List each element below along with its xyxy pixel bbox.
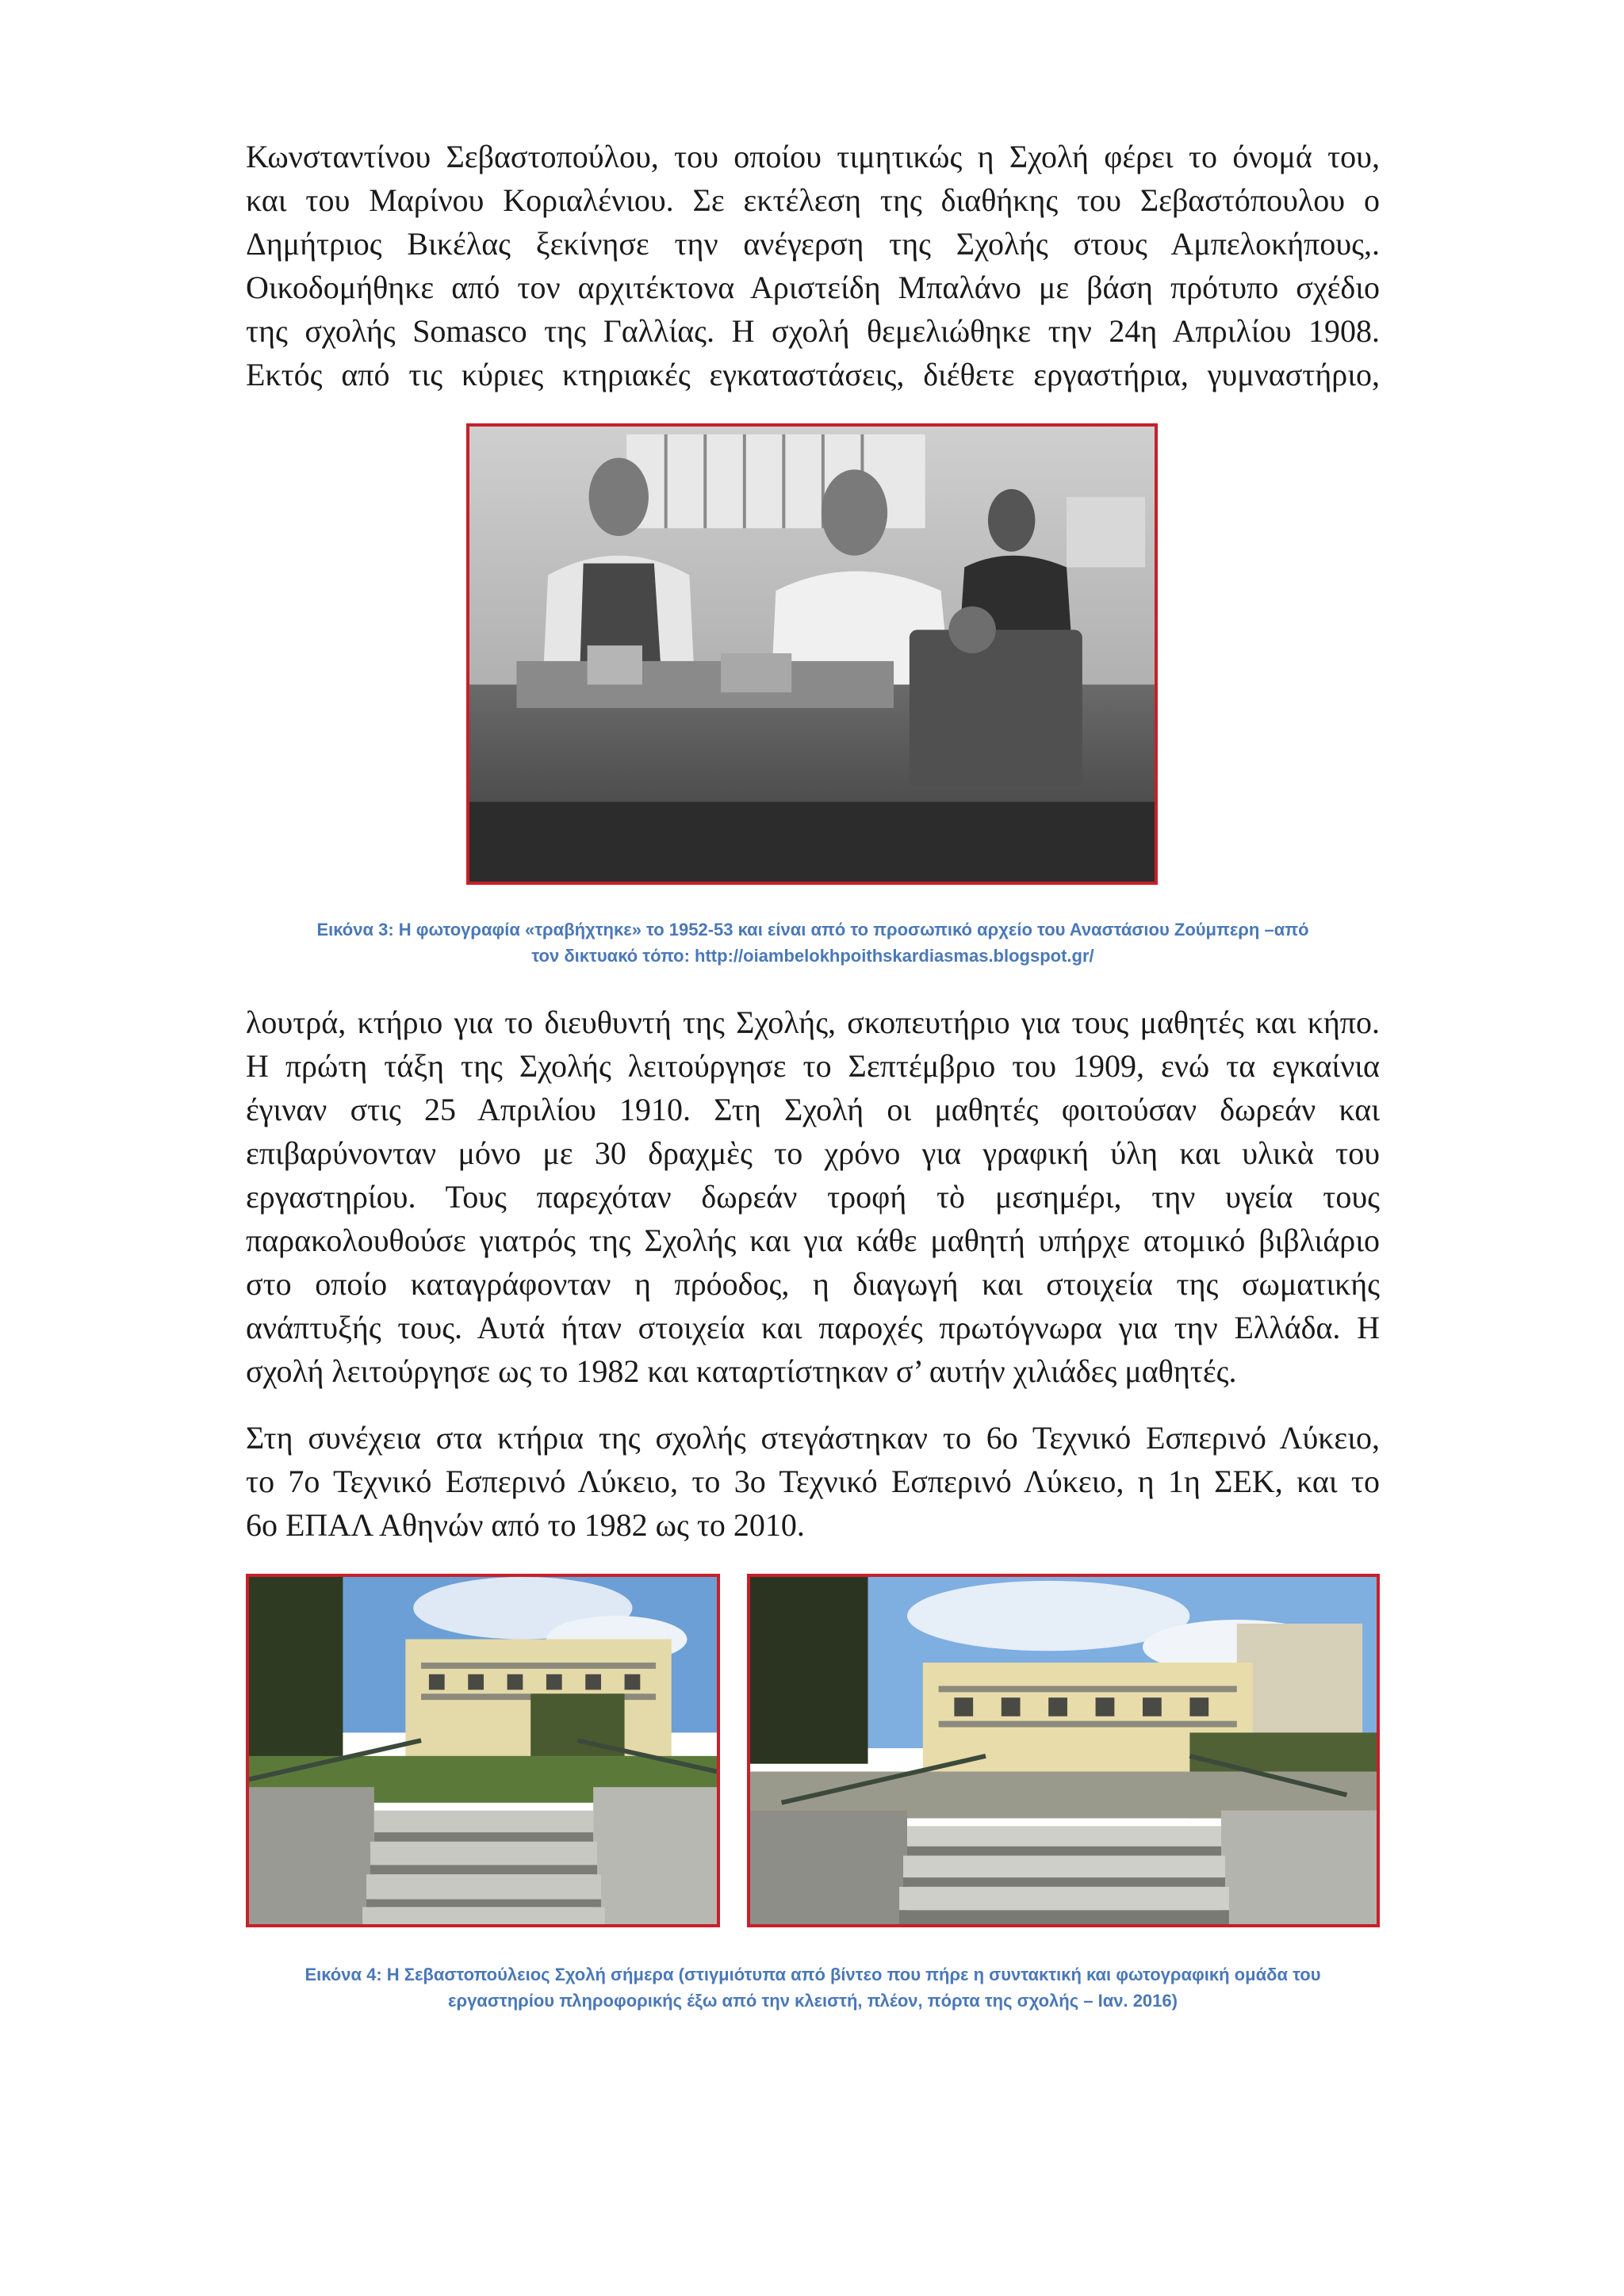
school-today-image-right	[750, 1577, 1377, 1924]
school-today-image-left	[249, 1577, 717, 1924]
text-line: εργαστηρίου. Τους παρεχόταν δωρεάν τροφή τὸ μεσημέρι, την υγεία τους	[246, 1179, 1380, 1215]
text-line: και του Μαρίνου Κοριαλένιου. Σε εκτέλεση της διαθήκης του Σεβαστόπουλου ο	[246, 182, 1380, 218]
text-line: στο οποίο καταγράφονταν η πρόοδος, η διαγωγή και στοιχεία της σωματικής	[246, 1266, 1380, 1302]
text-line: επιβαρύνονταν μόνο με 30 δραχμὲς το χρόνο για γραφική ύλη και υλικὰ του	[246, 1135, 1380, 1171]
text-line: έγιναν στις 25 Απριλίου 1910. Στη Σχολή οι μαθητές φοιτούσαν δωρεάν και	[246, 1092, 1380, 1127]
text-line: παρακολουθούσε γιατρός της Σχολής και για κάθε μαθητή υπήρχε ατομικό βιβλιάριο	[246, 1223, 1380, 1258]
text-line: της σχολής Somasco της Γαλλίας. Η σχολή θεμελιώθηκε την 24η Απριλίου 1908.	[246, 313, 1380, 349]
caption-line: Εικόνα 4: Η Σεβαστοπούλειος Σχολή σήμερα (στιγμιότυπα από βίντεο που πήρε η συντακτική και φωτογραφική ομάδα του	[304, 1965, 1321, 1984]
text-line: 6ο ΕΠΑΛ Αθηνών από το 1982 ως το 2010.	[246, 1507, 805, 1543]
paragraph-school-life	[246, 1001, 1380, 1393]
figure-3-caption	[246, 916, 1380, 969]
text-line: Οικοδομήθηκε από τον αρχιτέκτονα Αριστείδη Μπαλάνο με βάση πρότυπο σχέδιο	[246, 270, 1380, 305]
workshop-photo	[466, 423, 1158, 885]
paragraph-history	[246, 135, 1380, 396]
figure-4-caption	[246, 1961, 1380, 2014]
caption-line: εργαστηρίου πληροφορικής έξω από την κλειστή, πλέον, πόρτα της σχολής – Ιαν. 2016)	[448, 1991, 1178, 2011]
school-today-photo-left	[246, 1574, 720, 1927]
school-today-photo-right	[747, 1574, 1380, 1927]
text-line: Η πρώτη τάξη της Σχολής λειτούργησε το Σεπτέμβριο του 1909, ενώ τα εγκαίνια	[246, 1048, 1380, 1084]
text-line: Δημήτριος Βικέλας ξεκίνησε την ανέγερση της Σχολής στους Αμπελοκήπους,.	[246, 226, 1380, 262]
paragraph-later-use	[246, 1416, 1380, 1547]
text-line: σχολή λειτούργησε ως το 1982 και καταρτίστηκαν σ’ αυτήν χιλιάδες μαθητές.	[246, 1353, 1237, 1389]
text-line: λουτρά, κτήριο για το διευθυντή της Σχολής, σκοπευτήριο για τους μαθητές και κήπο.	[246, 1004, 1380, 1040]
caption-line: Εικόνα 3: Η φωτογραφία «τραβήχτηκε» το 1952-53 και είναι από το προσωπικό αρχείο του Αναστάσιου Ζούμπερη –από	[316, 920, 1309, 939]
text-line: Εκτός από τις κύριες κτηριακές εγκαταστάσεις, διέθετε εργαστήρια, γυμναστήριο,	[246, 357, 1380, 392]
text-line: ανάπτυξής τους. Αυτά ήταν στοιχεία και παροχές πρωτόγνωρα για την Ελλάδα. Η	[246, 1310, 1380, 1345]
text-line: το 7ο Τεχνικό Εσπερινό Λύκειο, το 3ο Τεχνικό Εσπερινό Λύκειο, η 1η ΣΕΚ, και το	[246, 1464, 1380, 1499]
caption-line: τον δικτυακό τόπο: http://oiambelokhpoithskardiasmas.blogspot.gr/	[531, 946, 1094, 966]
text-line: Κωνσταντίνου Σεβαστοπούλου, του οποίου τιμητικώς η Σχολή φέρει το όνομά του,	[246, 139, 1380, 174]
workshop-photo-image	[469, 427, 1155, 882]
text-line: Στη συνέχεια στα κτήρια της σχολής στεγάστηκαν το 6ο Τεχνικό Εσπερινό Λύκειο,	[246, 1420, 1380, 1456]
